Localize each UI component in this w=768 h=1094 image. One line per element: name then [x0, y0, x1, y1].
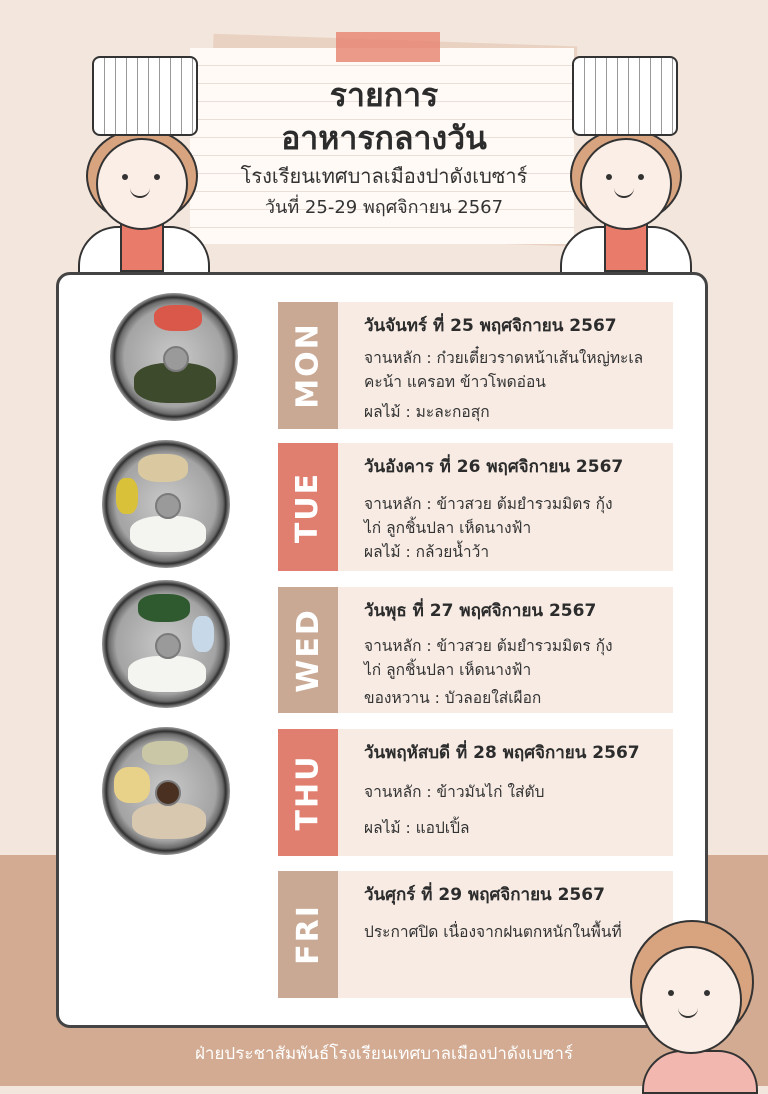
day-title: วันพุธ ที่ 27 พฤศจิกายน 2567 [364, 601, 597, 621]
day-tag-tue: TUE [278, 443, 338, 571]
day-tag-wed: WED [278, 587, 338, 713]
menu-row-tue [278, 443, 673, 571]
date-range: วันที่ 25-29 พฤศจิกายน 2567 [264, 197, 504, 218]
day-title: วันอังคาร ที่ 26 พฤศจิกายน 2567 [364, 457, 624, 477]
chef-illustration-left [78, 56, 208, 272]
chef-illustration-right [560, 56, 690, 272]
food-tray-image-wed [102, 580, 230, 708]
footer-credit: ฝ่ายประชาสัมพันธ์โรงเรียนเทศบาลเมืองปาดังเบซาร์ [194, 1044, 574, 1064]
food-tray-image-mon [110, 293, 238, 421]
day-title: วันจันทร์ ที่ 25 พฤศจิกายน 2567 [364, 316, 617, 336]
main-dish-cont: คะน้า แครอท ข้าวโพดอ่อน [364, 373, 546, 391]
day-title: วันศุกร์ ที่ 29 พฤศจิกายน 2567 [364, 885, 605, 905]
day-title: วันพฤหัสบดี ที่ 28 พฤศจิกายน 2567 [364, 743, 640, 763]
fruit: ผลไม้ : มะละกอสุก [364, 403, 490, 421]
fruit: ผลไม้ : แอปเปิ้ล [364, 819, 470, 837]
closure-notice: ประกาศปิด เนื่องจากฝนตกหนักในพื้นที่ [364, 923, 622, 941]
main-dish-cont: ไก่ ลูกชิ้นปลา เห็ดนางฟ้า [364, 661, 532, 679]
food-tray-image-thu [102, 727, 230, 855]
menu-row-thu [278, 729, 673, 856]
menu-row-mon [278, 302, 673, 429]
page-title-line2: อาหารกลางวัน [281, 119, 487, 157]
menu-row-wed [278, 587, 673, 713]
main-dish: จานหลัก : ข้าวสวย ต้มยำรวมมิตร กุ้ง [364, 637, 613, 655]
day-tag-fri: FRI [278, 871, 338, 998]
main-dish: จานหลัก : ก๋วยเตี๋ยวราดหน้าเส้นใหญ่ทะเล [364, 349, 644, 367]
page-title-line1: รายการ [329, 76, 439, 114]
food-tray-image-tue [102, 440, 230, 568]
main-dish: จานหลัก : ข้าวสวย ต้มยำรวมมิตร กุ้ง [364, 495, 613, 513]
school-name: โรงเรียนเทศบาลเมืองปาดังเบซาร์ [240, 164, 528, 188]
tape [336, 32, 440, 62]
fruit: ผลไม้ : กล้วยน้ำว้า [364, 543, 490, 561]
main-dish-cont: ไก่ ลูกชิ้นปลา เห็ดนางฟ้า [364, 519, 532, 537]
main-dish: จานหลัก : ข้าวมันไก่ ใส่ตับ [364, 783, 545, 801]
menu-row-fri [278, 871, 673, 998]
dessert: ของหวาน : บัวลอยใส่เผือก [364, 689, 542, 707]
day-tag-mon: MON [278, 302, 338, 429]
day-tag-thu: THU [278, 729, 338, 856]
